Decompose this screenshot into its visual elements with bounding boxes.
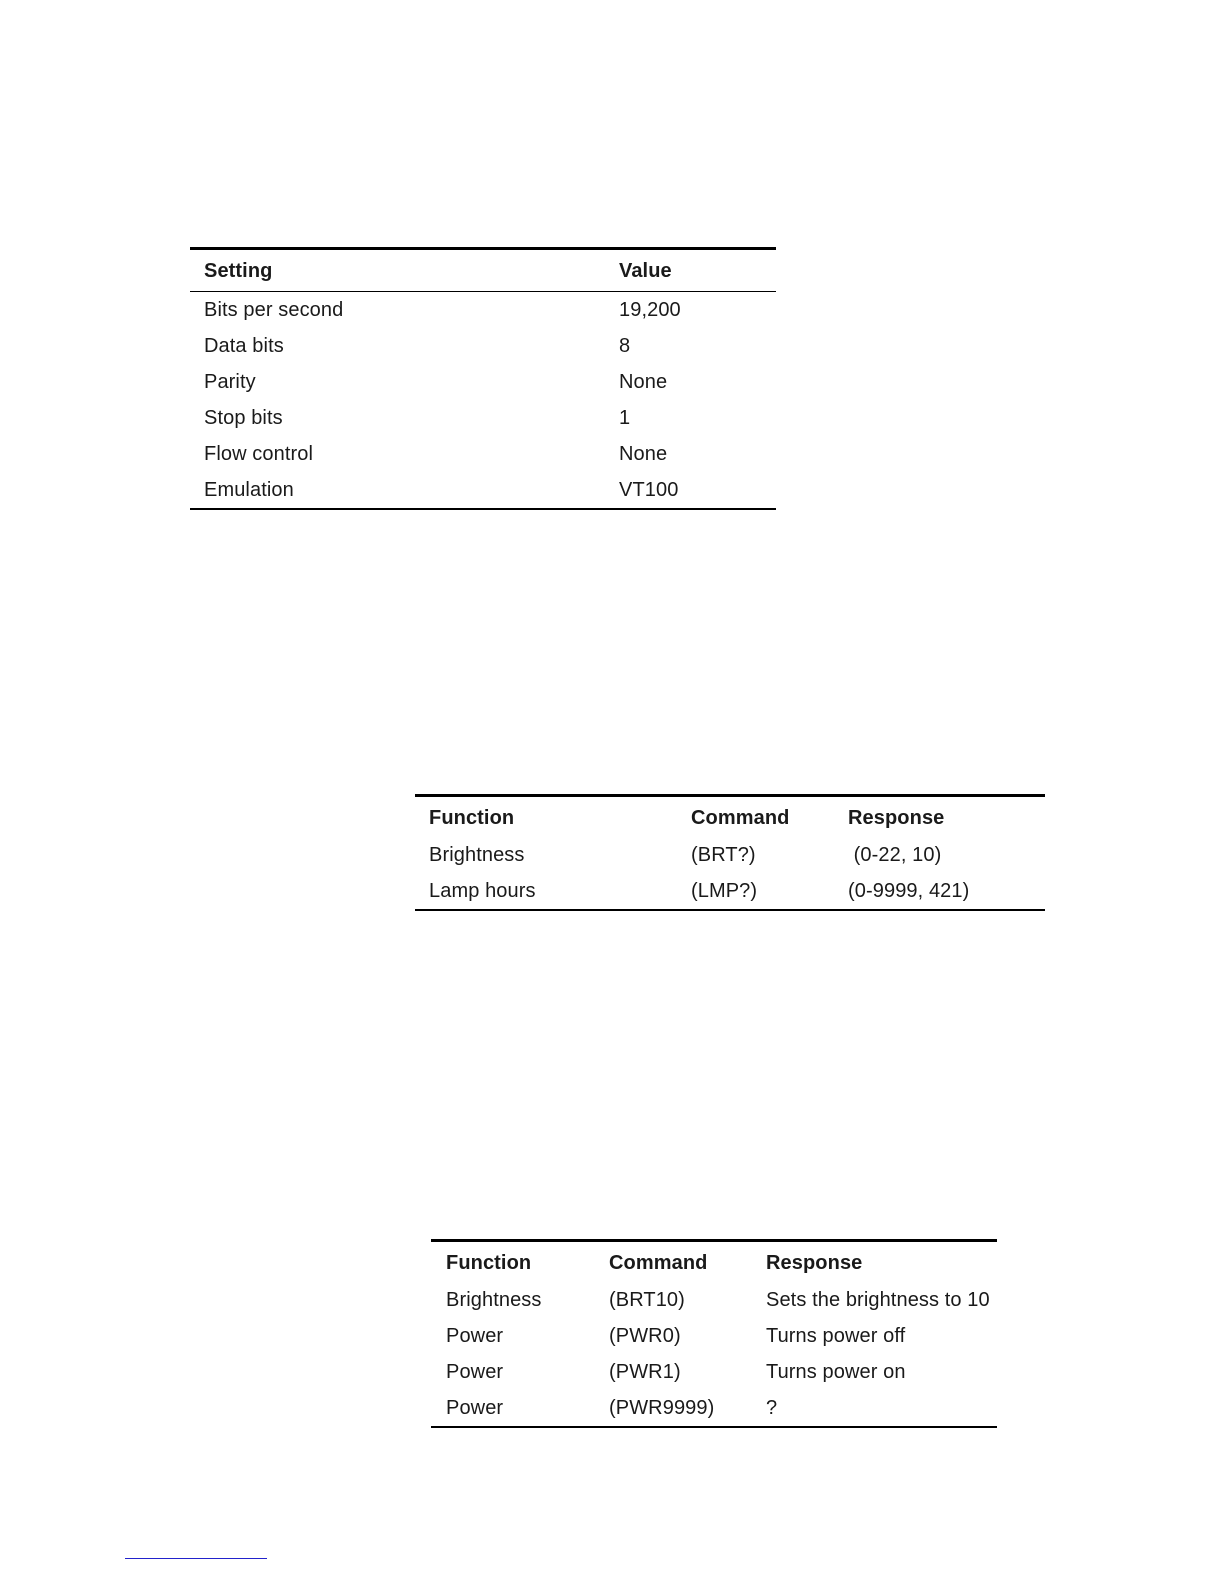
value-cell: VT100 bbox=[619, 478, 679, 501]
function-cell: Power bbox=[446, 1360, 504, 1383]
header-response: Response bbox=[766, 1251, 863, 1274]
setting-cell: Data bits bbox=[204, 334, 284, 357]
command-cell: (PWR0) bbox=[609, 1324, 681, 1347]
table-row bbox=[431, 1318, 997, 1354]
table-row bbox=[415, 837, 1045, 873]
response-cell: Turns power on bbox=[766, 1360, 906, 1383]
command-cell: (PWR9999) bbox=[609, 1396, 715, 1419]
response-cell: (0-22, 10) bbox=[848, 843, 942, 866]
header-function: Function bbox=[429, 806, 515, 829]
command-cell: (PWR1) bbox=[609, 1360, 681, 1383]
setting-cell: Flow control bbox=[204, 442, 314, 465]
function-cell: Lamp hours bbox=[429, 879, 536, 902]
table-row bbox=[431, 1390, 997, 1426]
query-commands-table bbox=[415, 794, 1045, 911]
value-cell: 8 bbox=[619, 334, 631, 357]
set-commands-table bbox=[431, 1239, 997, 1428]
setting-cell: Stop bits bbox=[204, 406, 283, 429]
response-cell: Sets the brightness to 10 bbox=[766, 1288, 990, 1311]
table-header-row bbox=[431, 1242, 997, 1282]
header-function: Function bbox=[446, 1251, 532, 1274]
function-cell: Power bbox=[446, 1324, 504, 1347]
header-response: Response bbox=[848, 806, 945, 829]
table-row bbox=[190, 292, 776, 328]
table-row bbox=[190, 436, 776, 472]
setting-cell: Bits per second bbox=[204, 298, 344, 321]
header-command: Command bbox=[691, 806, 790, 829]
serial-settings-table bbox=[190, 247, 776, 510]
table-row bbox=[431, 1354, 997, 1390]
response-cell: Turns power off bbox=[766, 1324, 906, 1347]
footnote-divider bbox=[125, 1558, 267, 1559]
setting-cell: Parity bbox=[204, 370, 256, 393]
table-row bbox=[190, 364, 776, 400]
response-cell: ? bbox=[766, 1396, 778, 1419]
value-cell: 19,200 bbox=[619, 298, 681, 321]
table-row bbox=[190, 400, 776, 436]
table-row bbox=[415, 873, 1045, 909]
value-cell: None bbox=[619, 442, 668, 465]
command-cell: (BRT10) bbox=[609, 1288, 685, 1311]
header-command: Command bbox=[609, 1251, 708, 1274]
table-row bbox=[190, 472, 776, 508]
command-cell: (BRT?) bbox=[691, 843, 756, 866]
setting-cell: Emulation bbox=[204, 478, 294, 501]
table-row bbox=[431, 1282, 997, 1318]
function-cell: Power bbox=[446, 1396, 504, 1419]
function-cell: Brightness bbox=[429, 843, 525, 866]
header-setting: Setting bbox=[204, 260, 273, 282]
table-header-row bbox=[190, 250, 776, 292]
value-cell: 1 bbox=[619, 406, 631, 429]
value-cell: None bbox=[619, 370, 668, 393]
header-value: Value bbox=[619, 260, 672, 282]
command-cell: (LMP?) bbox=[691, 879, 758, 902]
response-cell: (0-9999, 421) bbox=[848, 879, 970, 902]
table-header-row bbox=[415, 797, 1045, 837]
function-cell: Brightness bbox=[446, 1288, 542, 1311]
table-row bbox=[190, 328, 776, 364]
